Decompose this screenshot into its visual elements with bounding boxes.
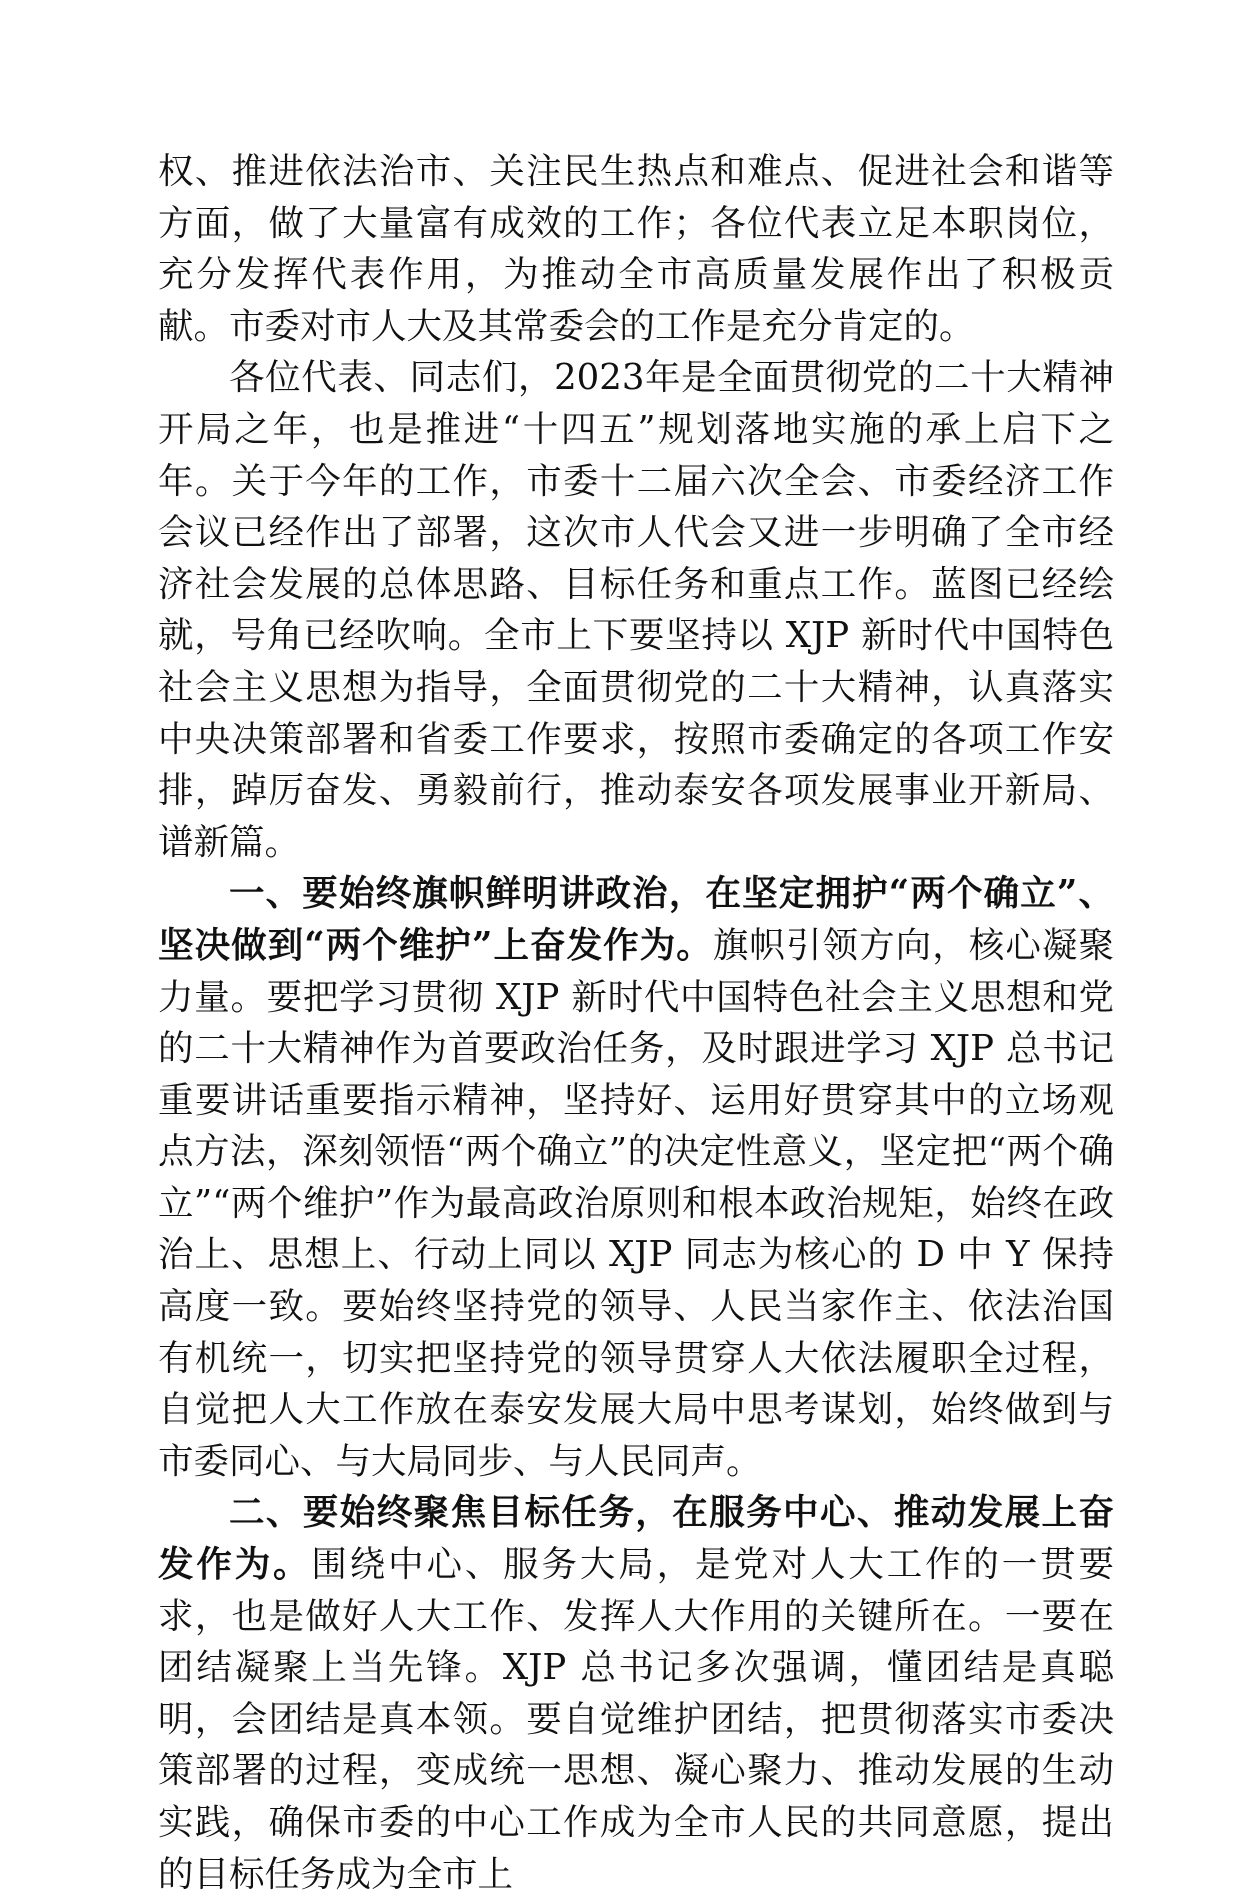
- paragraph-3: [158, 868, 1114, 1487]
- document-page: [158, 146, 1114, 1900]
- section-heading-2: 二、要始终聚焦目标任务，在服务中心、推动发展上奋发作为。: [158, 1492, 1114, 1586]
- section-body-1: 旗帜引领方向，核心凝聚力量。要把学习贯彻 XJP 新时代中国特色社会主义思想和党的二十大精神作为首要政治任务，及时跟进学习 XJP 总书记重要讲话重要指示精神，坚持好、运用好贯穿其中的立场观点方法，深刻领悟“两个确立”的决定性意义，坚定把“两个确立”“两个维护”作为最高政治原则和根本政治规矩，始终在政治上、思想上、行动上同以 XJP 同志为核心的 D 中 Y 保持高度一致。要始终坚持党的领导、人民当家作主、依法治国有机统一，切实把坚持党的领导贯穿人大依法履职全过程，自觉把人大工作放在泰安发展大局中思考谋划，始终做到与市委同心、与大局同步、与人民同声。: [158, 924, 1114, 1482]
- paragraph-4: [158, 1487, 1114, 1900]
- paragraph-2: 各位代表、同志们，2023年是全面贯彻党的二十大精神开局之年，也是推进“十四五”规划落地实施的承上启下之年。关于今年的工作，市委十二届六次全会、市委经济工作会议已经作出了部署，这次市人代会又进一步明确了全市经济社会发展的总体思路、目标任务和重点工作。蓝图已经绘就，号角已经吹响。全市上下要坚持以 XJP 新时代中国特色社会主义思想为指导，全面贯彻党的二十大精神，认真落实中央决策部署和省委工作要求，按照市委确定的各项工作安排，踔厉奋发、勇毅前行，推动泰安各项发展事业开新局、谱新篇。: [158, 357, 1114, 863]
- section-body-2: 围绕中心、服务大局，是党对人大工作的一贯要求，也是做好人大工作、发挥人大作用的关键所在。一要在团结凝聚上当先锋。XJP 总书记多次强调，懂团结是真聪明，会团结是真本领。要自觉维护团结，把贯彻落实市委决策部署的过程，变成统一思想、凝心聚力、推动发展的生动实践，确保市委的中心工作成为全市人民的共同意愿，提出的目标任务成为全市上: [158, 1544, 1114, 1895]
- section-heading-1: 一、要始终旗帜鲜明讲政治，在坚定拥护“两个确立”、坚决做到“两个维护”上奋发作为。: [158, 873, 1114, 966]
- paragraph-1: 权、推进依法治市、关注民生热点和难点、促进社会和谐等方面，做了大量富有成效的工作；各位代表立足本职岗位，充分发挥代表作用，为推动全市高质量发展作出了积极贡献。市委对市人大及其常委会的工作是充分肯定的。: [158, 151, 1114, 347]
